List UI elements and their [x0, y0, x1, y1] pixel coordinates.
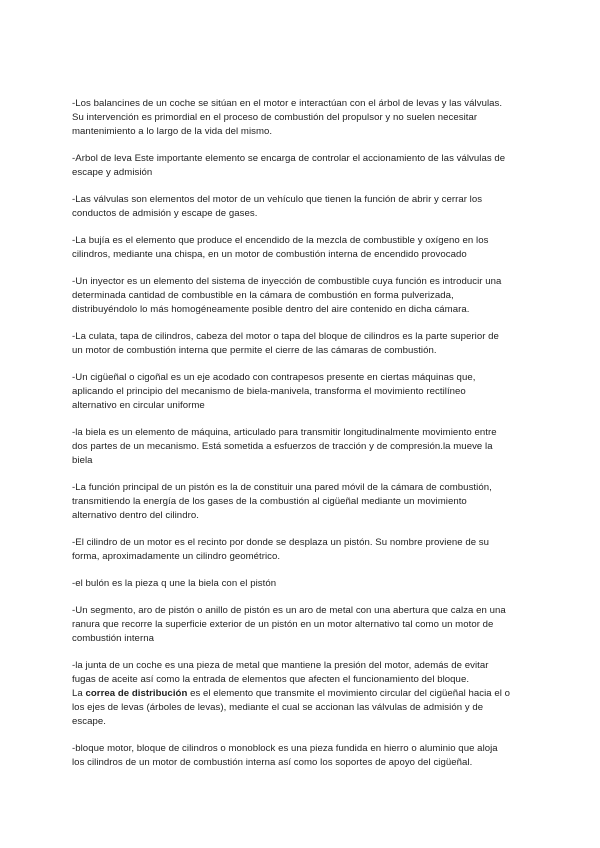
text-line: -La función principal de un pistón es la de constituir una pared móvil de la cámara de combustión,: [72, 482, 492, 493]
text-line: -La bujía es el elemento que produce el encendido de la mezcla de combustible y oxígeno en los: [72, 235, 489, 246]
text-line: -La culata, tapa de cilindros, cabeza del motor o tapa del bloque de cilindros es la parte superior de: [72, 331, 499, 342]
text-prefix: La: [72, 688, 86, 699]
text-line: alternativo en circular uniforme: [72, 400, 205, 411]
text-line: escape y admisión: [72, 167, 153, 178]
text-line: -Arbol de leva Este importante elemento se encarga de controlar el accionamiento de las válvulas de: [72, 153, 506, 164]
text-line: -Un cigüeñal o cigoñal es un eje acodado con contrapesos presente en ciertas máquinas que,: [72, 372, 476, 383]
text-line: distribuyéndolo lo más homogéneamente posible dentro del aire contenido en dicha cámara.: [72, 304, 470, 315]
paragraph-bloque-motor: [72, 742, 532, 770]
paragraph-cilindro: [72, 536, 532, 564]
text-line: determinada cantidad de combustible en la cámara de combustión en forma pulverizada,: [72, 290, 454, 301]
text-line: escape.: [72, 716, 106, 727]
text-line: Su intervención es primordial en el proceso de combustión del propulsor y no suelen necesitar: [72, 112, 478, 123]
paragraph-segmento: [72, 604, 532, 646]
paragraph-biela: [72, 426, 532, 468]
text-line: transmitiendo la energía de los gases de la combustión al cigüeñal mediante un movimiento: [72, 496, 467, 507]
text-line: fugas de aceite así como la entrada de elementos que afecten el funcionamiento del bloque.: [72, 674, 470, 685]
text-line: combustión interna: [72, 633, 154, 644]
text-line: -El cilindro de un motor es el recinto por donde se desplaza un pistón. Su nombre proviene de su: [72, 537, 490, 548]
text-line: -la biela es un elemento de máquina, articulado para transmitir longitudinalmente movimiento entre: [72, 427, 497, 438]
text-line: los cilindros de un motor de combustión interna así como los soportes de apoyo del cigüeñal.: [72, 757, 473, 768]
text-line: -Un inyector es un elemento del sistema de inyección de combustible cuya función es introducir una: [72, 276, 502, 287]
text-line: cilindros, mediante una chispa, en un motor de combustión interna de encendido provocado: [72, 249, 467, 260]
text-line: biela: [72, 455, 93, 466]
text-line: -el bulón es la pieza q une la biela con el pistón: [72, 578, 277, 589]
text-line: -bloque motor, bloque de cilindros o monoblock es una pieza fundida en hierro o aluminio que aloja: [72, 743, 498, 754]
text-line: -Los balancines de un coche se sitúan en el motor e interactúan con el árbol de levas y las válvulas.: [72, 98, 503, 109]
text-line: aplicando el principio del mecanismo de biela-manivela, transforma el movimiento rectilíneo: [72, 386, 466, 397]
paragraph-balancines: [72, 97, 532, 139]
text-line: forma, aproximadamente un cilindro geométrico.: [72, 551, 281, 562]
paragraph-arbol-de-levas: [72, 152, 532, 180]
text-line: -la junta de un coche es una pieza de metal que mantiene la presión del motor, además de evitar: [72, 660, 489, 671]
document-page: [72, 97, 532, 783]
bold-term-correa-de-distribucion: correa de distribución: [85, 688, 188, 699]
text-line: dos partes de un mecanismo. Está sometida a esfuerzos de tracción y de compresión.la mueve la: [72, 441, 493, 452]
text-suffix: es el elemento que transmite el movimiento circular del cigüeñal hacia el o: [187, 688, 511, 699]
text-line: conductos de admisión y escape de gases.: [72, 208, 258, 219]
paragraph-valvulas: [72, 193, 532, 221]
paragraph-junta-y-correa: [72, 659, 532, 729]
text-line: los ejes de levas (árboles de levas), mediante el cual se accionan las válvulas de admisión y de: [72, 702, 484, 713]
paragraph-culata: [72, 330, 532, 358]
text-line: mantenimiento a lo largo de la vida del mismo.: [72, 126, 273, 137]
paragraph-inyector: [72, 275, 532, 317]
paragraph-ciguenal: [72, 371, 532, 413]
paragraph-bujia: [72, 234, 532, 262]
text-line: alternativo dentro del cilindro.: [72, 510, 199, 521]
text-line: -Las válvulas son elementos del motor de un vehículo que tienen la función de abrir y cerrar los: [72, 194, 483, 205]
paragraph-bulon: [72, 577, 532, 591]
text-line: un motor de combustión interna que permite el cierre de las cámaras de combustión.: [72, 345, 437, 356]
text-line: ranura que recorre la superficie exterior de un pistón en un motor alternativo tal como un motor de: [72, 619, 494, 630]
text-line-correa: [72, 687, 532, 701]
text-line: -Un segmento, aro de pistón o anillo de pistón es un aro de metal con una abertura que calza en una: [72, 605, 506, 616]
paragraph-piston: [72, 481, 532, 523]
